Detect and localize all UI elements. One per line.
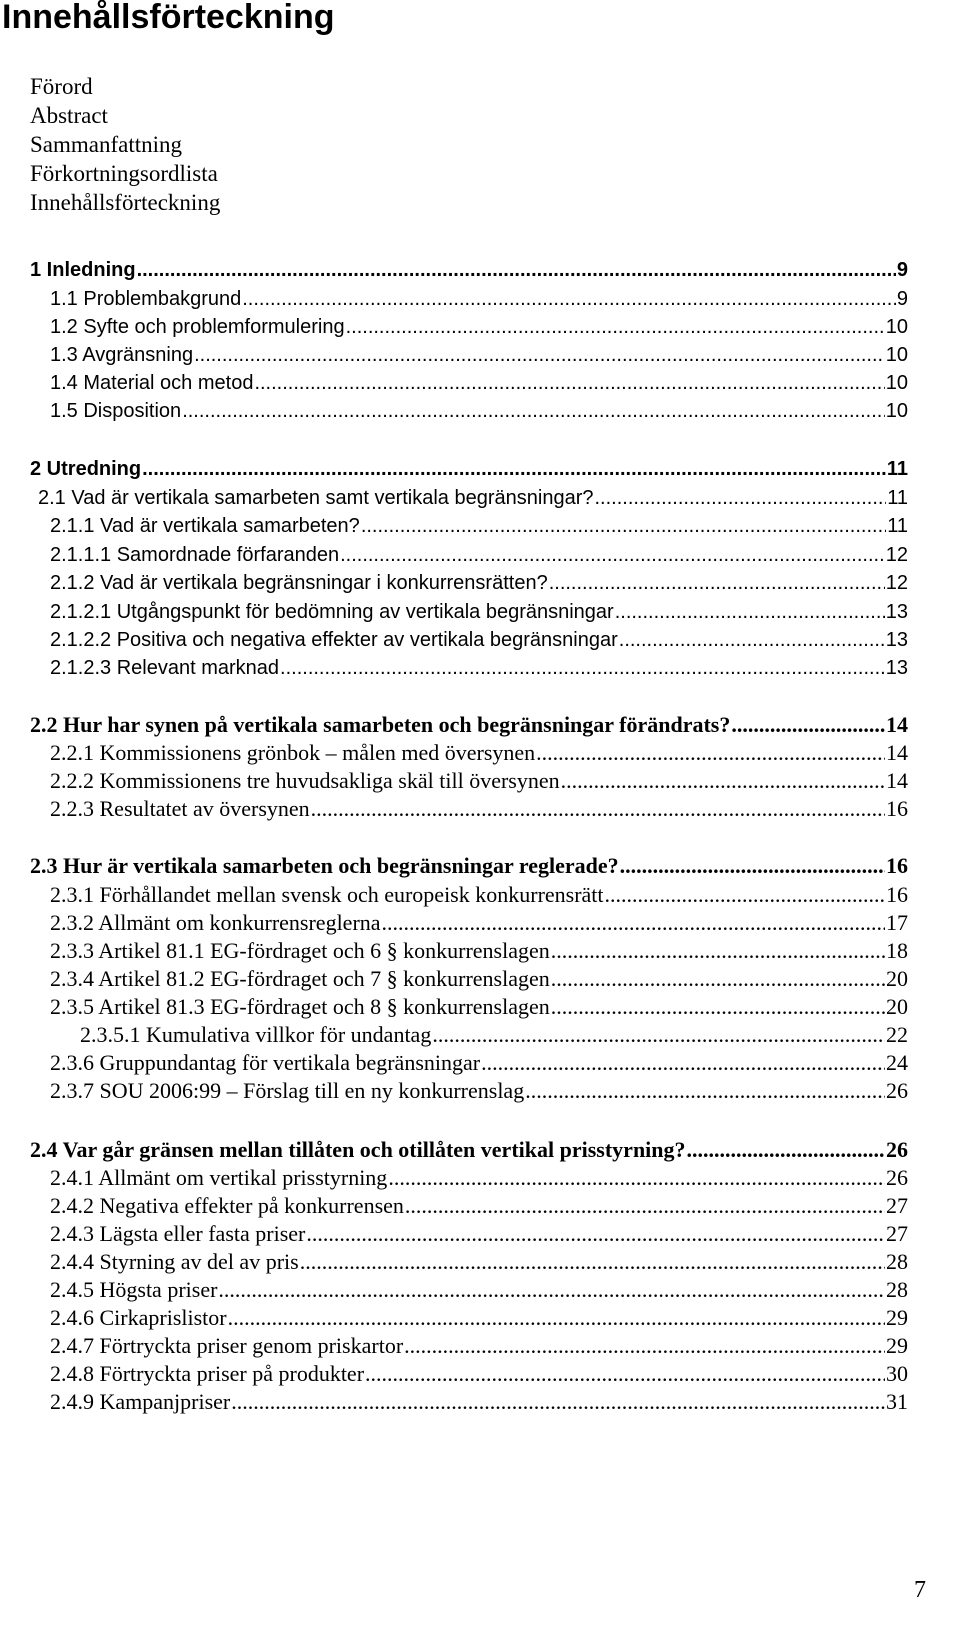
toc-dot-leader [615, 598, 885, 626]
toc-entry[interactable] [50, 1332, 908, 1360]
toc-entry[interactable] [50, 937, 908, 965]
toc-dot-leader [361, 512, 886, 540]
toc-entry-page: 16 [886, 853, 908, 878]
toc-entry[interactable] [50, 909, 908, 937]
toc-entry-title: 2.2 Hur har synen på vertikala samarbeten och begränsningar förändrats? [30, 712, 731, 737]
toc-entry-title: 2.2.2 Kommissionens tre huvudsakliga skäl till översynen [50, 768, 560, 793]
toc-entry-page: 12 [885, 544, 908, 566]
toc-entry-page: 11 [887, 487, 908, 509]
toc-dot-leader [142, 455, 886, 483]
toc-entry-title: 2.3.7 SOU 2006:99 – Förslag till en ny konkurrenslag [50, 1078, 525, 1103]
toc-dot-leader [620, 852, 885, 880]
toc-entry-title: 2.4.4 Styrning av del av pris [50, 1249, 299, 1274]
toc-entry[interactable] [50, 965, 908, 993]
toc-entry-page: 13 [885, 657, 908, 679]
toc-dot-leader [242, 285, 896, 313]
toc-entry[interactable] [50, 739, 908, 767]
toc-entry-title: 2.3.4 Artikel 81.2 EG-fördraget och 7 § konkurrenslagen [50, 966, 550, 991]
toc-entry-page: 27 [886, 1221, 908, 1246]
toc-entry[interactable] [50, 369, 908, 397]
toc-entry-title: 2.3.1 Förhållandet mellan svensk och europeisk konkurrensrätt [50, 882, 604, 907]
toc-entry-title: 2.3.3 Artikel 81.1 EG-fördraget och 6 § konkurrenslagen [50, 938, 550, 963]
toc-entry-page: 28 [886, 1249, 908, 1274]
toc-entry-title: 2.4 Var går gränsen mellan tillåten och otillåten vertikal prisstyrning? [30, 1137, 686, 1162]
toc-entry-title: 2.1.2 Vad är vertikala begränsningar i konkurrensrätten? [50, 572, 548, 594]
toc-entry[interactable] [50, 313, 908, 341]
toc-entry[interactable] [50, 341, 908, 369]
toc-dot-leader [551, 965, 885, 993]
toc-entry-page: 13 [885, 629, 908, 651]
toc-entry-page: 30 [886, 1361, 908, 1386]
toc-entry[interactable] [50, 512, 908, 540]
front-matter-item: Sammanfattning [30, 132, 183, 157]
toc-entry-page: 12 [885, 572, 908, 594]
toc-entry[interactable] [50, 1049, 908, 1077]
toc-entry-page: 14 [886, 768, 908, 793]
toc-entry-page: 14 [886, 740, 908, 765]
toc-entry-title: 1.4 Material och metod [50, 372, 254, 394]
toc-entry-title: 1.2 Syfte och problemformulering [50, 316, 345, 338]
toc-entry-title: 2.1.2.3 Relevant marknad [50, 657, 280, 679]
toc-entry-page: 24 [886, 1050, 908, 1075]
toc-dot-leader [405, 1192, 885, 1220]
front-matter-item: Förkortningsordlista [30, 161, 218, 186]
toc-entry-page: 22 [886, 1022, 908, 1047]
toc-dot-leader [388, 1164, 885, 1192]
toc-dot-leader [340, 541, 885, 569]
toc-entry[interactable] [50, 1360, 908, 1388]
toc-entry-title: 2.4.2 Negativa effekter på konkurrensen [50, 1193, 404, 1218]
toc-dot-leader [382, 909, 885, 937]
toc-entry[interactable] [50, 1164, 908, 1192]
toc-entry-title: 2.4.8 Förtryckta priser på produkter [50, 1361, 365, 1386]
toc-dot-leader [481, 1049, 885, 1077]
toc-dot-leader [404, 1332, 885, 1360]
toc-entry-title: 2.3 Hur är vertikala samarbeten och begränsningar reglerade? [30, 853, 619, 878]
toc-entry-page: 16 [886, 796, 908, 821]
toc-entry[interactable] [50, 1192, 908, 1220]
toc-entry-page: 13 [885, 601, 908, 623]
toc-entry[interactable] [50, 626, 908, 654]
toc-entry-title: 2.3.5 Artikel 81.3 EG-fördraget och 8 § konkurrenslagen [50, 994, 550, 1019]
toc-entry-title: 2.1.1 Vad är vertikala samarbeten? [50, 515, 360, 537]
toc-entry-page: 11 [887, 515, 908, 537]
toc-entry-title: 2.2.3 Resultatet av översynen [50, 796, 310, 821]
front-matter-item: Innehållsförteckning [30, 190, 221, 215]
toc-dot-leader [432, 1021, 885, 1049]
toc-entry-title: 2.1.2.2 Positiva och negativa effekter av vertikala begränsningar [50, 629, 618, 651]
toc-entry-page: 10 [885, 400, 908, 422]
toc-entry-page: 11 [886, 458, 908, 480]
toc-entry-title: 2.4.1 Allmänt om vertikal prisstyrning [50, 1165, 388, 1190]
toc-dot-leader [306, 1220, 885, 1248]
toc-entry-page: 14 [886, 712, 908, 737]
toc-entry-page: 9 [896, 259, 908, 281]
toc-dot-leader [365, 1360, 885, 1388]
toc-dot-leader [194, 341, 885, 369]
toc-entry[interactable] [30, 1136, 908, 1164]
toc-dot-leader [300, 1248, 885, 1276]
toc-entry-page: 31 [886, 1389, 908, 1414]
toc-dot-leader [549, 569, 885, 597]
toc-entry-title: 2.4.9 Kampanjpriser [50, 1389, 231, 1414]
toc-entry-title: 2.1 Vad är vertikala samarbeten samt vertikala begränsningar? [38, 487, 594, 509]
toc-entry-page: 20 [886, 966, 908, 991]
toc-entry[interactable] [50, 795, 908, 823]
front-matter-item: Förord [30, 74, 93, 99]
toc-entry[interactable] [50, 654, 908, 682]
toc-entry-title: 2.4.5 Högsta priser [50, 1277, 218, 1302]
toc-entry-page: 20 [886, 994, 908, 1019]
toc-entry-page: 26 [886, 1078, 908, 1103]
toc-entry[interactable] [50, 1220, 908, 1248]
toc-entry-title: 2.3.6 Gruppundantag för vertikala begränsningar [50, 1050, 481, 1075]
toc-dot-leader [182, 397, 885, 425]
toc-dot-leader [254, 369, 884, 397]
toc-entry-page: 26 [886, 1137, 908, 1162]
toc-dot-leader [218, 1276, 885, 1304]
toc-entry-title: 1 Inledning [30, 259, 136, 281]
toc-entry[interactable] [50, 598, 908, 626]
toc-entry-title: 1.3 Avgränsning [50, 344, 194, 366]
toc-entry-title: 2 Utredning [30, 458, 142, 480]
toc-entry-page: 17 [886, 910, 908, 935]
toc-entry-page: 9 [896, 288, 908, 310]
toc-dot-leader [551, 993, 885, 1021]
page-title: Innehållsförteckning [2, 0, 335, 36]
toc-dot-leader [231, 1388, 885, 1416]
toc-dot-leader [687, 1136, 885, 1164]
toc-dot-leader [551, 937, 885, 965]
toc-entry-title: 2.4.7 Förtryckta priser genom priskartor [50, 1333, 404, 1358]
toc-dot-leader [137, 256, 896, 284]
toc-entry[interactable] [50, 1077, 908, 1105]
toc-entry[interactable] [30, 455, 908, 483]
toc-dot-leader [525, 1077, 885, 1105]
toc-dot-leader [280, 654, 885, 682]
toc-entry-title: 1.5 Disposition [50, 400, 182, 422]
toc-dot-leader [561, 767, 885, 795]
toc-entry[interactable] [50, 1276, 908, 1304]
toc-entry[interactable] [50, 993, 908, 1021]
toc-entry-title: 2.1.1.1 Samordnade förfaranden [50, 544, 340, 566]
toc-entry-page: 18 [886, 938, 908, 963]
toc-entry-page: 27 [886, 1193, 908, 1218]
toc-entry[interactable] [50, 881, 908, 909]
toc-entry-page: 16 [886, 882, 908, 907]
toc-entry-title: 2.2.1 Kommissionens grönbok – målen med översynen [50, 740, 536, 765]
toc-entry[interactable] [30, 852, 908, 880]
toc-entry[interactable] [50, 541, 908, 569]
toc-entry[interactable] [50, 1388, 908, 1416]
toc-dot-leader [311, 795, 885, 823]
toc-entry[interactable] [80, 1021, 908, 1049]
front-matter-list [30, 72, 220, 217]
toc-entry-page: 10 [885, 344, 908, 366]
toc-entry-page: 26 [886, 1165, 908, 1190]
toc-entry[interactable] [50, 767, 908, 795]
toc-entry-title: 1.1 Problembakgrund [50, 288, 242, 310]
toc-entry[interactable] [50, 569, 908, 597]
toc-dot-leader [605, 881, 885, 909]
toc-entry-page: 28 [886, 1277, 908, 1302]
toc-entry-title: 2.4.3 Lägsta eller fasta priser [50, 1221, 306, 1246]
toc-entry[interactable] [38, 484, 908, 512]
toc-entry[interactable] [30, 711, 908, 739]
toc-entry[interactable] [30, 256, 908, 284]
toc-entry-page: 29 [886, 1333, 908, 1358]
toc-entry[interactable] [50, 285, 908, 313]
toc-entry-page: 10 [885, 316, 908, 338]
toc-dot-leader [228, 1304, 885, 1332]
toc-entry-title: 2.4.6 Cirkaprislistor [50, 1305, 227, 1330]
toc-entry[interactable] [50, 1248, 908, 1276]
toc-entry-title: 2.1.2.1 Utgångspunkt för bedömning av vertikala begränsningar [50, 601, 614, 623]
toc-entry[interactable] [50, 1304, 908, 1332]
toc-entry-title: 2.3.5.1 Kumulativa villkor för undantag [80, 1022, 432, 1047]
toc-entry[interactable] [50, 397, 908, 425]
toc-entry-page: 29 [886, 1305, 908, 1330]
page-number: 7 [914, 1577, 926, 1603]
toc-entry-title: 2.3.2 Allmänt om konkurrensreglerna [50, 910, 381, 935]
toc-entry-page: 10 [885, 372, 908, 394]
toc-dot-leader [536, 739, 885, 767]
toc-dot-leader [346, 313, 885, 341]
front-matter-item: Abstract [30, 103, 108, 128]
toc-dot-leader [594, 484, 886, 512]
toc-dot-leader [619, 626, 885, 654]
toc-dot-leader [731, 711, 885, 739]
